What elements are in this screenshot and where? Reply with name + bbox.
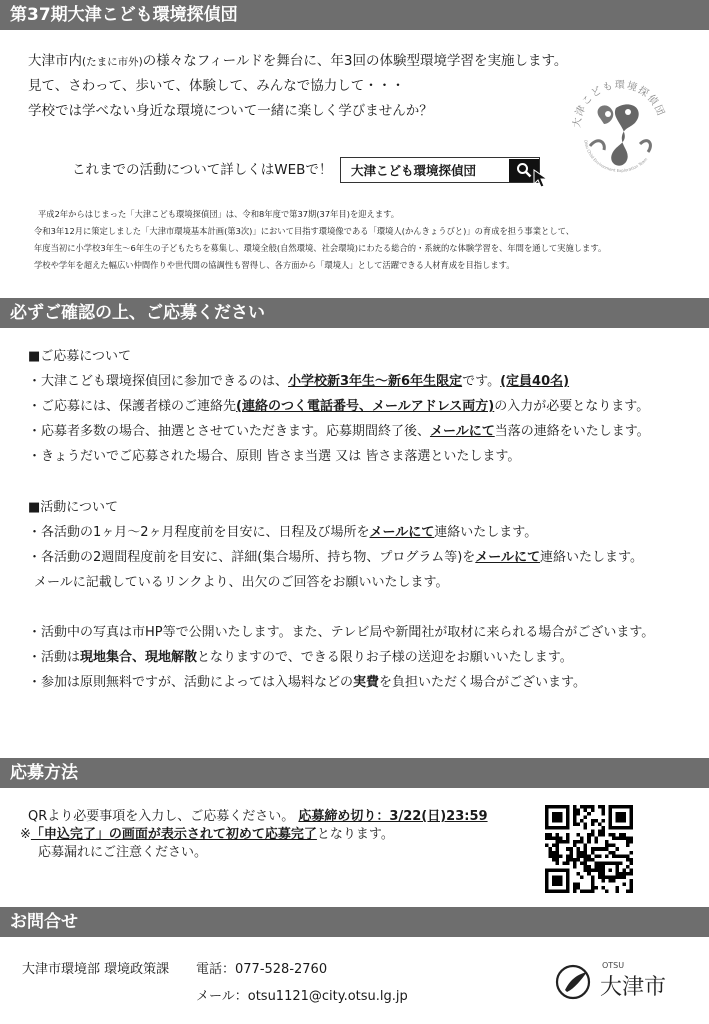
deadline: 応募締め切り：3/22(日)23:59 [298,809,488,824]
emphasis: メールにて [475,550,541,565]
emphasis: メールにて [369,525,435,540]
text: ・参加は原則無料ですが、活動によっては入場料などの [28,675,354,690]
cursor-icon [532,168,550,194]
text: の入力が必要となります。 [494,399,650,414]
city-logo-name: 大津市 [600,975,667,1000]
section-header-text: 第37期大津こども環境探偵団 [10,5,238,25]
section-header-confirm [0,298,709,328]
text: です。 [462,374,501,389]
note-line: 年度当初に小学校3年生～6年生の子どもたちを募集し、環境全般(自然環境、社会環境)にわたる総合的・系統的な体験学習を、年間を通して実施します。 [34,243,607,253]
text: 連絡いたします。 [540,550,644,565]
text: ・活動は [28,650,81,665]
emphasis: (定員40名) [500,374,570,389]
intro-line-2: 見て、さわって、歩いて、体験して、みんなで協力して・・・ [28,78,405,94]
section-header-text: お問合せ [10,912,78,932]
team-logo [562,66,678,182]
apply-item-4: ・きょうだいでご応募された場合、原則 皆さま当選 又は 皆さま落選といたします。 [28,449,521,464]
city-logo-small: OTSU [602,961,625,970]
activity-item-3: メールに記載しているリンクより、出欠のご回答をお願いいたします。 [34,575,449,590]
contact-mail[interactable]: メール：otsu1121@city.otsu.lg.jp [196,989,408,1004]
logo-caption: 大津こども環境探偵団 [571,79,667,129]
note-line: 平成2年からはじまった「大津こども環境探偵団」は、令和8年度で第37期(37年目)を迎えます。 [38,209,400,219]
activity-heading: ■活動について [28,500,119,515]
text: ・各活動の1ヶ月～2ヶ月程度前を目安に、日程及び場所を [28,525,370,540]
text: 連絡いたします。 [434,525,538,540]
text: を負担いただく場合がございます。 [379,675,586,690]
web-label: これまでの活動について詳しくはWEBで！ [72,162,333,178]
emphasis: 現地集合、現地解散 [80,650,198,665]
misc-item-1: ・活動中の写真は市HP等で公開いたします。また、テレビ局や新聞社が取材に来られる場合がございます。 [28,625,655,640]
emphasis: 実費 [353,675,380,690]
intro-line-1 [28,49,567,74]
intro-small-text: (たまに市外) [82,56,143,68]
method-line-2 [20,826,394,844]
text: となります。 [316,827,394,842]
text: となりますので、できる限りお子様の送迎をお願いいたします。 [197,650,573,665]
section-header-text: 必ずご確認の上、ご応募ください [10,303,265,323]
apply-item-1 [28,369,569,394]
web-search-box[interactable] [340,157,540,183]
contact-phone: 電話：077-528-2760 [196,962,328,977]
emphasis: 「申込完了」の画面が表示されて初めて応募完了 [30,827,317,842]
note-line: 学校や学年を超えた幅広い仲間作りや世代間の協調性も習得し、各方面から「環境人」として活躍できる人材育成を目指します。 [34,260,515,270]
contact-dept: 大津市環境部 環境政策課 [22,962,170,977]
section-header-contact [0,907,709,937]
intro-text-rest: の様々なフィールドを舞台に、年3回の体験型環境学習を実施します。 [142,53,568,69]
activity-item-1 [28,520,537,545]
otsu-city-logo-icon [555,962,595,1002]
text: QRより必要事項を入力し、ご応募ください。 [28,809,295,824]
intro-line-3: 学校では学べない身近な環境について一緒に楽しく学びませんか？ [28,103,433,119]
search-text: 大津こども環境探偵団 [351,163,477,178]
emphasis: メールにて [429,424,495,439]
note-line: 令和3年12月に策定しました「大津市環境基本計画(第3次)」において目指す環境像である「環境人(かんきょうびと)」の育成を担う事業として、 [34,226,575,236]
misc-item-3 [28,670,586,695]
emphasis: 小学校新3年生～新6年生限定 [288,374,463,389]
emphasis: (連絡のつく電話番号、メールアドレス両方) [236,399,495,414]
text: ※ [20,827,31,842]
qr-code[interactable] [545,805,633,893]
text: ・ご応募には、保護者様のご連絡先 [28,399,237,414]
search-icon [516,162,532,178]
section-header-text: 応募方法 [10,763,78,783]
text: 当落の連絡をいたします。 [494,424,650,439]
apply-item-2 [28,394,649,419]
apply-heading: ■ご応募について [28,349,132,364]
activity-item-2 [28,545,643,570]
section-header-title [0,0,709,30]
method-line-3: 応募漏れにご注意ください。 [38,845,208,860]
text: ・大津こども環境探偵団に参加できるのは、 [28,374,289,389]
method-line-1 [28,808,488,826]
intro-text: 大津市内 [28,53,82,69]
section-header-method [0,758,709,788]
text: ・応募者多数の場合、抽選とさせていただきます。応募期間終了後、 [28,424,430,439]
logo-subcaption: Otsu Child Environment Exploration Team [583,139,649,174]
apply-item-3 [28,419,650,444]
text: ・各活動の2週間程度前を目安に、詳細(集合場所、持ち物、プログラム等)を [28,550,476,565]
misc-item-2 [28,645,573,670]
